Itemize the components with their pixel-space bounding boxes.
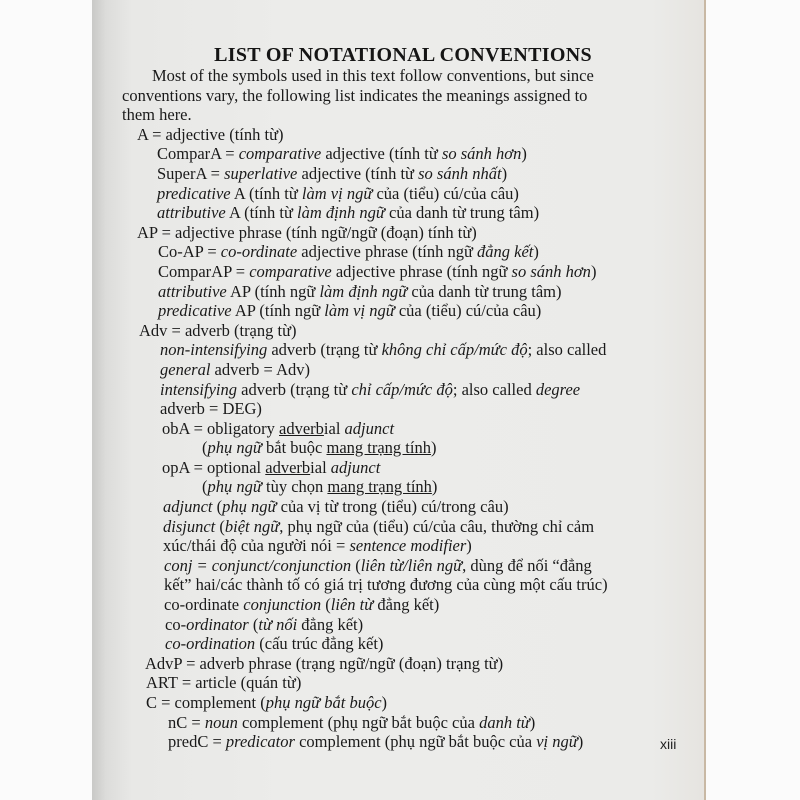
book-page: [92, 0, 704, 800]
text-segment: ): [533, 242, 539, 262]
text-segment: co-: [165, 614, 187, 634]
italic-term: đẳng kết: [477, 242, 534, 262]
text-line: [92, 242, 704, 262]
text-segment: adjective (tính từ: [321, 144, 442, 164]
italic-term: comparative: [238, 144, 322, 164]
text-segment: A = adjective (tính từ): [137, 124, 284, 144]
italic-term: adjunct: [163, 497, 213, 517]
text-segment: Adv = adverb (trạng từ): [139, 320, 297, 340]
italic-term: làm vị ngữ: [324, 301, 395, 321]
text-segment: ComparAP =: [158, 261, 250, 281]
italic-term: predicative: [157, 183, 231, 203]
text-line: [92, 105, 704, 125]
text-segment: them here.: [122, 105, 192, 125]
text-line: [92, 477, 704, 497]
text-line: [92, 438, 704, 458]
text-line: [92, 654, 704, 674]
text-segment: adverb (trạng từ: [267, 340, 382, 360]
text-segment: predC =: [168, 732, 226, 752]
italic-term: danh từ: [479, 712, 530, 732]
text-line: [92, 615, 704, 635]
italic-term: làm vị ngữ: [301, 183, 373, 203]
text-segment: C = complement (: [146, 693, 266, 712]
text-segment: của danh từ trung tâm): [407, 281, 562, 301]
text-line: [92, 203, 704, 223]
text-segment: opA = optional: [162, 457, 266, 477]
text-segment: của danh từ trung tâm): [384, 203, 540, 223]
text-line: [92, 360, 704, 380]
text-segment: đẳng kết): [373, 595, 440, 615]
text-segment: của vị từ trong (tiểu) cú/trong câu): [276, 497, 509, 517]
text-segment: ComparA =: [157, 144, 239, 164]
italic-term: co-ordination: [165, 634, 256, 654]
text-line: [92, 536, 704, 556]
italic-term: conj = conjunct/conjunction: [164, 555, 352, 575]
text-segment: ): [381, 693, 388, 712]
text-segment: kết” hai/các thành tố có giá trị tương đương của cùng một cấu trúc): [164, 575, 608, 595]
italic-term: sentence modifier: [349, 536, 467, 556]
italic-term: từ nối: [258, 614, 298, 634]
text-segment: co-ordinate: [164, 595, 244, 615]
italic-term: disjunct: [163, 516, 216, 536]
text-segment: đẳng kết): [297, 614, 364, 634]
underlined-term: adverb: [265, 457, 311, 477]
conventions-list: [92, 66, 704, 752]
text-segment: adverb (trạng từ: [237, 379, 352, 399]
text-line: [92, 693, 704, 713]
italic-term: phụ ngữ: [207, 438, 262, 458]
text-line: [92, 321, 704, 341]
text-segment: adverb = Adv): [210, 359, 310, 379]
text-line: [92, 223, 704, 243]
italic-term: non-intensifying: [160, 340, 268, 360]
text-segment: (: [212, 497, 223, 517]
text-segment: ): [430, 438, 437, 458]
text-segment: (: [321, 595, 331, 615]
text-segment: adjective phrase (tính ngữ: [297, 242, 478, 262]
italic-term: so sánh hơn: [511, 261, 591, 281]
text-segment: A (tính từ: [230, 183, 302, 203]
text-segment: conventions vary, the following list indicates the meanings assigned to: [122, 85, 588, 105]
italic-term: intensifying: [160, 379, 237, 399]
text-line: [92, 340, 704, 360]
text-line: [92, 164, 704, 184]
text-segment: ): [431, 477, 438, 497]
italic-term: general: [160, 359, 211, 379]
text-line: [92, 673, 704, 693]
text-line: [92, 595, 704, 615]
italic-term: superlative: [224, 163, 298, 183]
italic-term: phụ ngữ: [222, 497, 277, 517]
italic-term: adjunct: [344, 418, 395, 438]
text-segment: complement (phụ ngữ bắt buộc của: [294, 732, 537, 752]
italic-term: chỉ cấp/mức độ: [351, 379, 453, 399]
text-line: [92, 399, 704, 419]
text-segment: nC =: [168, 712, 205, 732]
text-segment: AP (tính ngữ: [231, 301, 325, 321]
text-line: [92, 713, 704, 733]
text-line: [92, 517, 704, 537]
italic-term: vị ngữ: [536, 732, 578, 752]
text-line: [92, 86, 704, 106]
text-line: [92, 497, 704, 517]
text-segment: ART = article (quán từ): [146, 673, 302, 693]
text-line: [92, 184, 704, 204]
text-line: [92, 380, 704, 400]
text-line: [92, 419, 704, 439]
italic-term: comparative: [249, 261, 332, 281]
text-segment: Most of the symbols used in this text follow conventions, but since: [152, 66, 594, 85]
italic-term: conjunction: [243, 595, 322, 615]
text-line: [92, 556, 704, 576]
text-segment: (: [202, 477, 208, 497]
italic-term: predicator: [225, 732, 295, 752]
text-line: [92, 732, 704, 752]
italic-term: degree: [535, 379, 581, 399]
text-segment: tùy chọn: [261, 477, 328, 497]
italic-term: không chỉ cấp/mức độ: [381, 340, 528, 360]
text-segment: (: [215, 516, 225, 536]
text-segment: adverb = DEG): [160, 399, 262, 419]
text-segment: ): [577, 732, 584, 752]
text-segment: (cấu trúc đẳng kết): [255, 634, 384, 654]
underlined-term: adverb: [279, 418, 324, 438]
italic-term: so sánh nhất: [418, 163, 502, 183]
italic-term: attributive: [157, 203, 226, 223]
italic-term: so sánh hơn: [441, 144, 522, 164]
underlined-term: mang trạng tính: [326, 438, 431, 458]
text-segment: ial: [323, 418, 345, 438]
italic-term: phụ ngữ bắt buộc: [265, 693, 382, 712]
text-segment: AdvP = adverb phrase (trạng ngữ/ngữ (đoạn) trạng từ): [145, 653, 504, 673]
text-segment: xúc/thái độ của người nói =: [163, 536, 350, 556]
text-line: [92, 125, 704, 145]
text-segment: Co-AP =: [158, 242, 221, 262]
text-segment: của (tiểu) cú/của câu): [394, 301, 542, 321]
italic-term: noun: [204, 712, 238, 732]
text-line: [92, 144, 704, 164]
page-number: xiii: [660, 736, 677, 752]
text-segment: ): [529, 712, 536, 732]
text-line: [92, 634, 704, 654]
page-title: LIST OF NOTATIONAL CONVENTIONS: [214, 44, 592, 66]
text-line: [92, 301, 704, 321]
text-line: [92, 458, 704, 478]
italic-term: làm định ngữ: [319, 281, 408, 301]
text-segment: ; also called: [527, 340, 607, 360]
text-segment: ): [521, 144, 527, 164]
text-line: [92, 282, 704, 302]
text-segment: SuperA =: [157, 163, 225, 183]
text-segment: (: [202, 438, 208, 458]
text-line: [92, 262, 704, 282]
text-line: [92, 66, 704, 86]
text-segment: A (tính từ: [225, 203, 298, 223]
text-segment: ; also called: [452, 379, 536, 399]
italic-term: liên từ/liên ngữ: [360, 555, 463, 575]
italic-term: co-ordinate: [220, 242, 298, 262]
text-segment: của (tiểu) cú/của câu): [372, 183, 519, 203]
text-segment: (: [351, 555, 361, 575]
underlined-term: mang trạng tính: [327, 477, 432, 497]
text-segment: adjective (tính từ: [297, 163, 419, 183]
text-segment: ial: [310, 457, 331, 477]
text-segment: bắt buộc: [261, 438, 327, 458]
text-segment: ): [501, 163, 508, 183]
italic-term: biệt ngữ: [224, 516, 280, 536]
text-segment: , phụ ngữ của (tiểu) cú/của câu, thường chỉ cảm: [279, 516, 595, 536]
italic-term: làm định ngữ: [297, 203, 385, 223]
text-segment: (: [248, 614, 259, 634]
italic-term: liên từ: [330, 595, 374, 615]
text-segment: AP = adjective phrase (tính ngữ/ngữ (đoạn) tính từ): [137, 222, 477, 242]
italic-term: attributive: [158, 281, 227, 301]
text-segment: AP (tính ngữ: [226, 281, 320, 301]
italic-term: adjunct: [330, 457, 381, 477]
italic-term: predicative: [158, 301, 232, 321]
text-segment: obA = obligatory: [162, 418, 280, 438]
text-segment: , dùng để nối “đẳng: [462, 555, 592, 575]
text-line: [92, 575, 704, 595]
text-segment: ): [466, 536, 472, 556]
italic-term: ordinator: [186, 614, 249, 634]
text-segment: complement (phụ ngữ bắt buộc của: [237, 712, 480, 732]
italic-term: phụ ngữ: [207, 477, 262, 497]
text-segment: ): [590, 261, 597, 281]
text-segment: adjective phrase (tính ngữ: [331, 261, 512, 281]
